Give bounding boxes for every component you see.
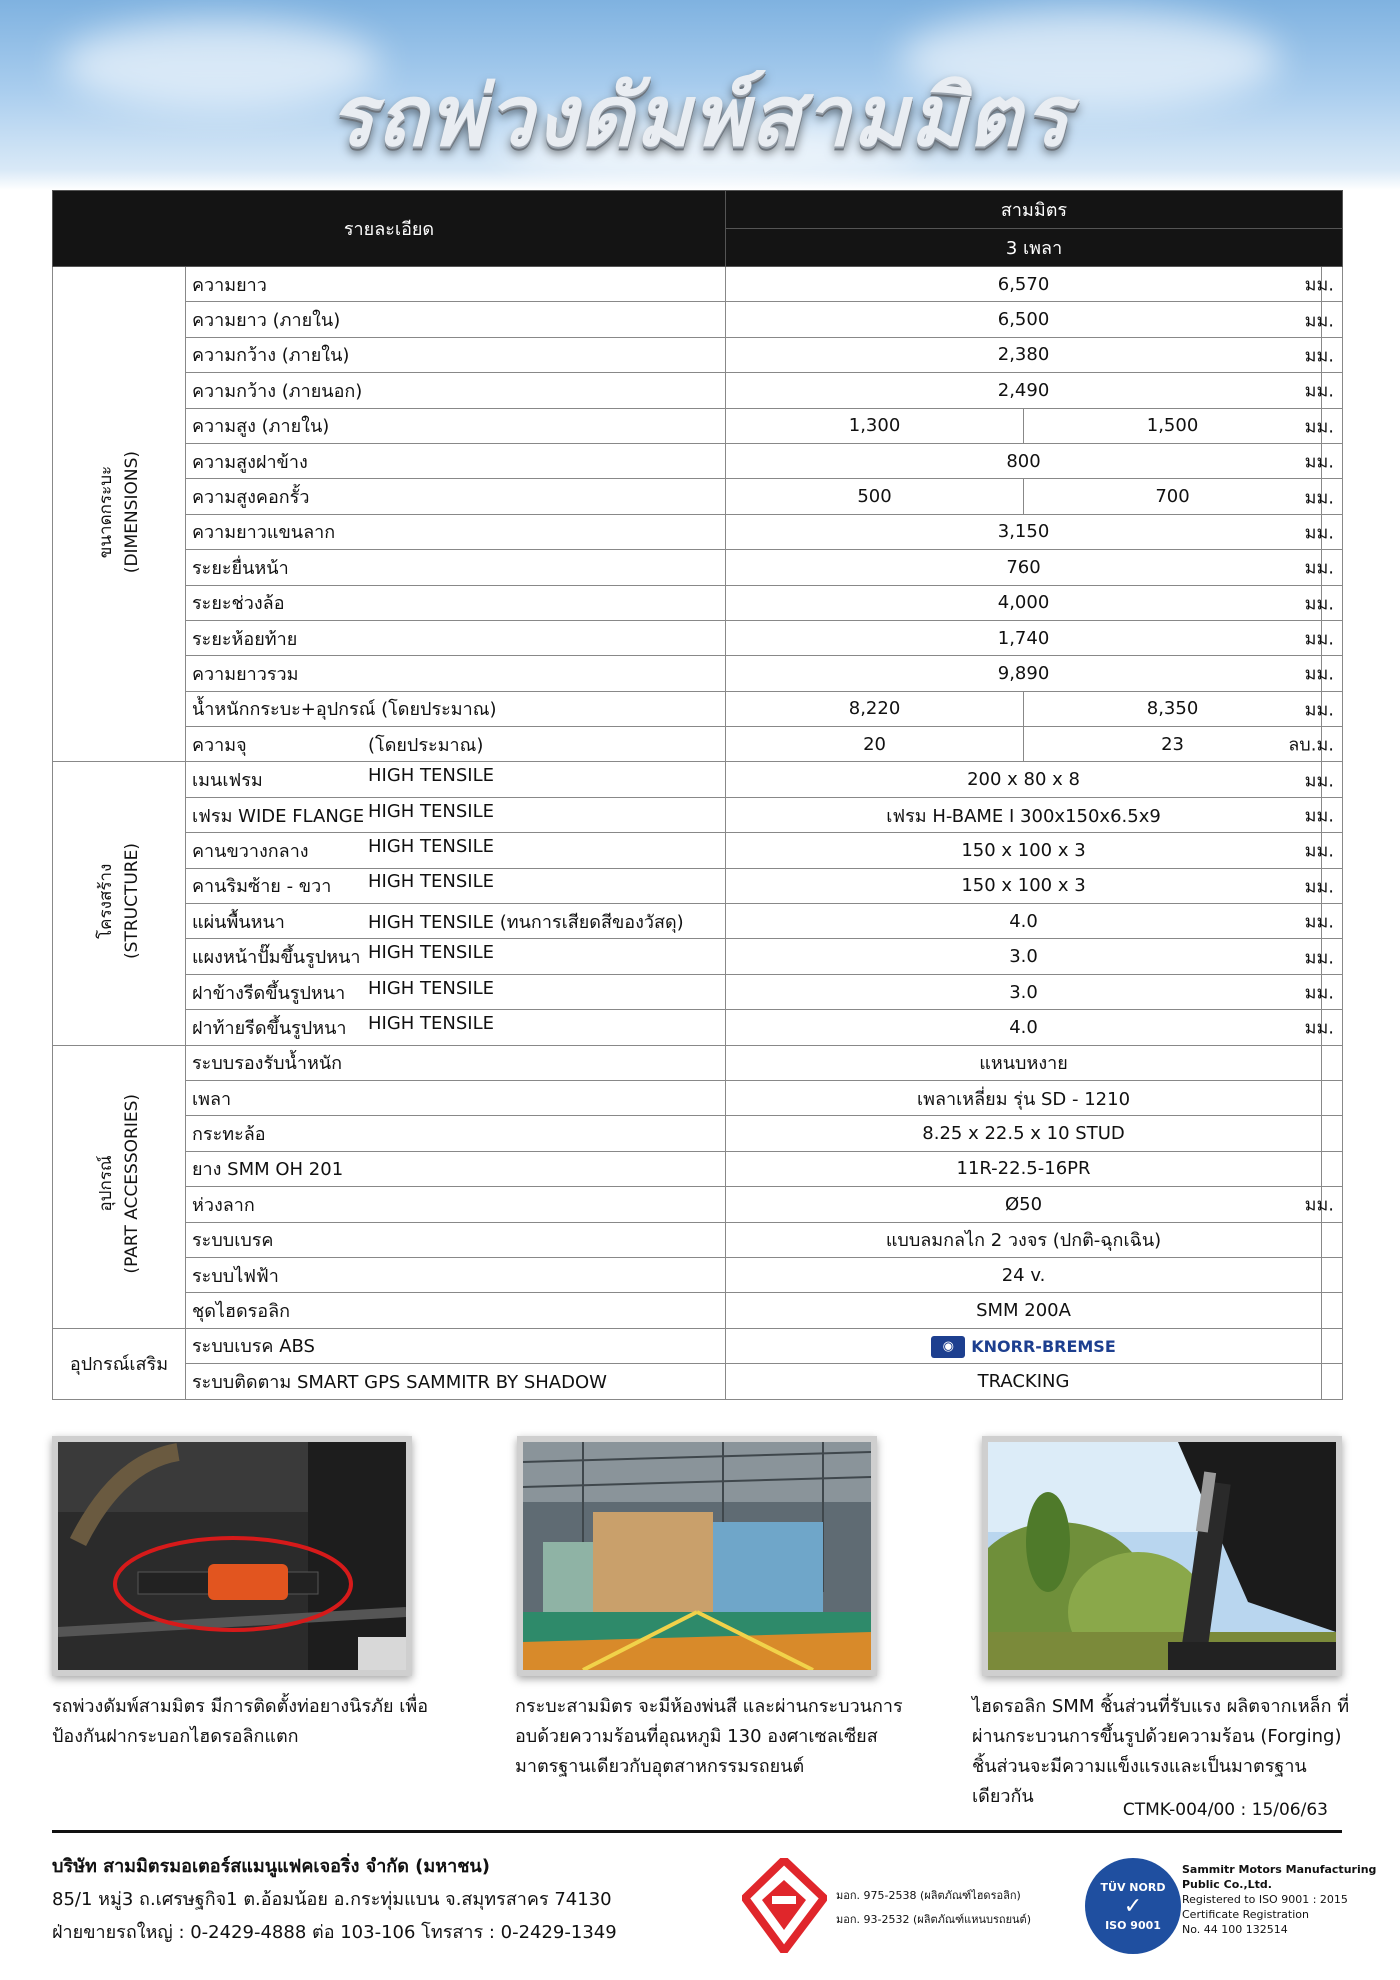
spec-row	[53, 514, 1343, 549]
group-parts-label	[93, 1094, 145, 1274]
group-parts	[53, 1045, 186, 1328]
spec-label-text: แผงหน้าปั๊มขึ้นรูปหนา	[192, 947, 361, 969]
spec-row	[53, 267, 1343, 302]
spec-label	[186, 1364, 726, 1399]
spec-label-text: เฟรม WIDE FLANGE	[192, 805, 365, 827]
spec-value: 9,890	[726, 656, 1322, 691]
spec-unit	[1322, 1293, 1343, 1328]
spec-unit	[1322, 1045, 1343, 1080]
spec-row	[53, 1187, 1343, 1222]
spec-value: 3.0	[726, 939, 1322, 974]
spec-label	[186, 1045, 726, 1080]
spec-label	[186, 1187, 726, 1222]
spec-value: 24 v.	[726, 1257, 1322, 1292]
spec-unit	[1322, 1080, 1343, 1115]
spec-value: เฟรม H-BAME Ⅰ 300x150x6.5x9	[726, 797, 1322, 832]
spec-label	[186, 1151, 726, 1186]
spec-value: 800	[726, 443, 1322, 478]
spec-label	[186, 904, 726, 939]
cert-line-1: Sammitr Motors Manufacturing	[1182, 1863, 1377, 1876]
spec-row	[53, 797, 1343, 832]
tis-line-2: มอก. 93-2532 (ผลิตภัณฑ์แหนบรถยนต์)	[836, 1913, 1031, 1926]
spec-row	[53, 620, 1343, 655]
spec-value-a: 1,300	[726, 408, 1024, 443]
spec-row	[53, 443, 1343, 478]
spec-unit	[1304, 337, 1343, 372]
group-structure	[53, 762, 186, 1045]
spec-label-text: แผ่นพื้นหนา	[192, 911, 285, 933]
spec-row	[53, 337, 1343, 372]
spec-label	[186, 833, 726, 868]
spec-unit-text: มม.	[1304, 947, 1335, 969]
spec-value: 3.0	[726, 974, 1322, 1009]
spec-unit-text: มม.	[1304, 628, 1335, 650]
spec-label	[186, 267, 726, 302]
spec-value-a: 8,220	[726, 691, 1024, 726]
spec-unit-text: มม.	[1304, 522, 1335, 544]
spec-unit	[1304, 833, 1343, 868]
spec-label	[186, 620, 726, 655]
spec-row	[53, 762, 1343, 797]
tis-standard-logo	[742, 1858, 827, 1953]
spec-row	[53, 904, 1343, 939]
spec-unit-text: มม.	[1304, 805, 1335, 827]
spec-unit-text: ลบ.ม.	[1288, 734, 1335, 756]
spec-unit	[1322, 1328, 1343, 1363]
cert-line-4: Certificate Registration	[1182, 1908, 1309, 1921]
spec-label	[186, 443, 726, 478]
document-code: CTMK-004/00 : 15/06/63	[1122, 1800, 1328, 1820]
spec-unit	[1304, 656, 1343, 691]
spec-unit	[1304, 267, 1343, 302]
spec-unit	[1304, 585, 1343, 620]
spec-value: SMM 200A	[726, 1293, 1322, 1328]
spec-value: 6,570	[726, 267, 1322, 302]
spec-unit	[1304, 868, 1343, 903]
spec-unit-text: มม.	[1304, 593, 1335, 615]
tis-line-1: มอก. 975-2538 (ผลิตภัณฑ์ไฮดรอลิก)	[836, 1889, 1021, 1902]
spec-unit-text: มม.	[1304, 380, 1335, 402]
spec-label-text: เพลา	[192, 1088, 232, 1110]
spec-label	[186, 762, 726, 797]
spec-row	[53, 1328, 1343, 1363]
spec-unit	[1304, 408, 1343, 443]
spec-row	[53, 974, 1343, 1009]
spec-label-text: ระยะห้อยท้าย	[192, 628, 298, 650]
hose-photo-image	[58, 1442, 406, 1670]
spec-unit-text: มม.	[1304, 274, 1335, 296]
spec-unit	[1304, 302, 1343, 337]
spec-unit	[1304, 550, 1343, 585]
cert-line-3: Registered to ISO 9001 : 2015	[1182, 1893, 1348, 1906]
spec-material: HIGH TENSILE	[368, 942, 495, 964]
spec-value: 4.0	[726, 904, 1322, 939]
spec-value: แหนบหงาย	[726, 1045, 1322, 1080]
spec-row	[53, 656, 1343, 691]
spec-row	[53, 1293, 1343, 1328]
photo-strip	[52, 1436, 1342, 1676]
spec-value: เพลาเหลี่ยม รุ่น SD - 1210	[726, 1080, 1322, 1115]
spec-label-text: ชุดไฮดรอลิก	[192, 1301, 291, 1323]
caption-hose: รถพ่วงดัมพ์สามมิตร มีการติดตั้งท่อยางนิรภัย เพื่อป้องกันฝากระบอกไฮดรอลิกแตก	[52, 1696, 429, 1747]
spec-unit-text: มม.	[1304, 345, 1335, 367]
spec-row	[53, 1257, 1343, 1292]
header-detail: รายละเอียด	[53, 191, 726, 267]
company-contact: ฝ่ายขายรถใหญ่ : 0-2429-4888 ต่อ 103-106 โทรสาร : 0-2429-1349	[52, 1922, 617, 1943]
spec-value-b: 23	[1024, 727, 1322, 762]
spec-label	[186, 974, 726, 1009]
tuv-badge-bottom: ISO 9001	[1105, 1918, 1161, 1932]
spec-unit-text: มม.	[1304, 1017, 1335, 1039]
spec-unit	[1322, 1364, 1343, 1399]
spec-row	[53, 1010, 1343, 1045]
spec-unit	[1322, 1151, 1343, 1186]
spec-label-text: ความกว้าง (ภายนอก)	[192, 380, 363, 402]
spec-row	[53, 1364, 1343, 1399]
spec-label-text: ความยาวแขนลาก	[192, 522, 336, 544]
hose-photo	[52, 1436, 412, 1676]
header-axle: 3 เพลา	[726, 229, 1343, 267]
paint-room-photo	[517, 1436, 877, 1676]
spec-material: HIGH TENSILE	[368, 800, 495, 822]
spec-value-b: 1,500	[1024, 408, 1322, 443]
spec-label	[186, 727, 726, 762]
spec-value: แบบลมกลไก 2 วงจร (ปกติ-ฉุกเฉิน)	[726, 1222, 1322, 1257]
company-address: 85/1 หมู่3 ถ.เศรษฐกิจ1 ต.อ้อมน้อย อ.กระทุ่มแบน จ.สมุทรสาคร 74130	[52, 1889, 612, 1910]
spec-value: 3,150	[726, 514, 1322, 549]
spec-label	[186, 868, 726, 903]
tuv-badge-top: TÜV NORD	[1100, 1880, 1166, 1894]
spec-value: 2,490	[726, 373, 1322, 408]
spec-label	[186, 479, 726, 514]
knorr-bremse-logo	[931, 1336, 1116, 1358]
spec-unit	[1304, 514, 1343, 549]
spec-label	[186, 408, 726, 443]
spec-table	[52, 190, 1343, 1400]
spec-material: HIGH TENSILE (ทนการเสียดสีของวัสดุ)	[368, 911, 684, 933]
spec-row	[53, 585, 1343, 620]
spec-row	[53, 373, 1343, 408]
footer-divider	[52, 1830, 1342, 1833]
spec-row	[53, 1116, 1343, 1151]
spec-value: 1,740	[726, 620, 1322, 655]
company-info	[52, 1850, 617, 1949]
spec-unit	[1304, 373, 1343, 408]
knorr-icon: ◉	[931, 1336, 965, 1358]
spec-label-text: ความกว้าง (ภายใน)	[192, 345, 350, 367]
spec-label-text: ห่วงลาก	[192, 1194, 255, 1216]
spec-material: HIGH TENSILE	[368, 765, 495, 787]
spec-unit-text: มม.	[1304, 487, 1335, 509]
spec-label-text: ความสูงฝาข้าง	[192, 451, 308, 473]
spec-label	[186, 1222, 726, 1257]
check-icon: ✓	[1123, 1893, 1143, 1919]
spec-row	[53, 1080, 1343, 1115]
group-dimensions-thai: ขนาดกระบะ	[96, 465, 116, 558]
spec-unit	[1304, 479, 1343, 514]
spec-value	[726, 1328, 1322, 1363]
spec-label	[186, 1010, 726, 1045]
spec-label	[186, 656, 726, 691]
spec-unit-text: มม.	[1304, 911, 1335, 933]
spec-value: 11R-22.5-16PR	[726, 1151, 1322, 1186]
spec-value: 150 x 100 x 3	[726, 833, 1322, 868]
company-name: บริษัท สามมิตรมอเตอร์สแมนูแฟคเจอริ่ง จำกัด (มหาชน)	[52, 1856, 490, 1877]
spec-value-a: 20	[726, 727, 1024, 762]
spec-label-text: คานริมซ้าย - ขวา	[192, 876, 332, 898]
spec-label-text: ความสูง (ภายใน)	[192, 416, 330, 438]
spec-label-text: ความยาว	[192, 274, 267, 296]
spec-value: TRACKING	[726, 1364, 1322, 1399]
hydraulic-photo	[982, 1436, 1342, 1676]
spec-value: 4.0	[726, 1010, 1322, 1045]
spec-label-text: เมนเฟรม	[192, 770, 263, 792]
spec-row	[53, 691, 1343, 726]
spec-label	[186, 797, 726, 832]
spec-row	[53, 727, 1343, 762]
spec-value-b: 8,350	[1024, 691, 1322, 726]
spec-label-text: ระบบติดตาม SMART GPS SAMMITR BY SHADOW	[192, 1371, 607, 1393]
spec-value: 200 x 80 x 8	[726, 762, 1322, 797]
spec-unit	[1322, 1257, 1343, 1292]
spec-label-text: กระทะล้อ	[192, 1124, 266, 1146]
spec-label	[186, 550, 726, 585]
group-structure-thai: โครงสร้าง	[96, 863, 116, 939]
spec-label-text: ระยะช่วงล้อ	[192, 593, 285, 615]
cert-line-5: No. 44 100 132514	[1182, 1923, 1288, 1936]
spec-unit-text: มม.	[1304, 310, 1335, 332]
spec-unit	[1304, 762, 1343, 797]
spec-material: HIGH TENSILE	[368, 1012, 495, 1034]
spec-label-text: ระยะยื่นหน้า	[192, 557, 289, 579]
tuv-nord-badge	[1085, 1858, 1181, 1954]
spec-unit	[1304, 620, 1343, 655]
spec-unit	[1304, 1187, 1343, 1222]
spec-label	[186, 585, 726, 620]
spec-unit	[1304, 797, 1343, 832]
group-dimensions-english: (DIMENSIONS)	[122, 450, 142, 573]
spec-unit-text: มม.	[1304, 1194, 1335, 1216]
spec-unit-text: มม.	[1304, 557, 1335, 579]
page-title: รถพ่วงดัมพ์สามมิตร	[329, 67, 1071, 165]
spec-label	[186, 1080, 726, 1115]
spec-row	[53, 868, 1343, 903]
spec-label-text: คานขวางกลาง	[192, 840, 309, 862]
spec-label-text: ระบบไฟฟ้า	[192, 1265, 279, 1287]
spec-value: 2,380	[726, 337, 1322, 372]
spec-unit-text: มม.	[1304, 876, 1335, 898]
spec-label	[186, 691, 726, 726]
paint-room-photo-image	[523, 1442, 871, 1670]
spec-label-text: ความสูงคอกรั้ว	[192, 487, 310, 509]
group-parts-english: (PART ACCESSORIES)	[122, 1094, 142, 1274]
spec-unit-text: มม.	[1304, 451, 1335, 473]
spec-unit	[1304, 443, 1343, 478]
spec-unit	[1322, 1222, 1343, 1257]
spec-row	[53, 1151, 1343, 1186]
spec-row	[53, 833, 1343, 868]
spec-label-text: ความจุ	[192, 734, 247, 756]
spec-label	[186, 1116, 726, 1151]
spec-value-b: 700	[1024, 479, 1322, 514]
spec-label-text: ความยาว (ภายใน)	[192, 310, 341, 332]
spec-label	[186, 337, 726, 372]
spec-label-text: ความยาวรวม	[192, 663, 299, 685]
spec-unit-text: มม.	[1304, 770, 1335, 792]
caption-hydraulic: ไฮดรอลิก SMM ชิ้นส่วนที่รับแรง ผลิตจากเหล็ก ที่ผ่านกระบวนการขึ้นรูปด้วยความร้อน (Forging) ชิ้นส่วนจะมีความแข็งแรงและเป็นมาตรฐานเดียวกัน	[972, 1696, 1350, 1807]
spec-row	[53, 1045, 1343, 1080]
spec-value: Ø50	[726, 1187, 1322, 1222]
spec-row	[53, 408, 1343, 443]
spec-unit-text: มม.	[1304, 840, 1335, 862]
spec-material: HIGH TENSILE	[368, 835, 495, 857]
spec-body	[53, 267, 1343, 1400]
spec-value: 4,000	[726, 585, 1322, 620]
spec-row	[53, 550, 1343, 585]
certification-text	[1182, 1862, 1376, 1937]
spec-value-a: 500	[726, 479, 1024, 514]
group-parts-thai: อุปกรณ์	[96, 1156, 116, 1213]
cert-line-2: Public Co.,Ltd.	[1182, 1878, 1272, 1891]
hydraulic-photo-image	[988, 1442, 1336, 1670]
spec-material: HIGH TENSILE	[368, 871, 495, 893]
spec-note: (โดยประมาณ)	[368, 734, 484, 756]
group-dimensions	[53, 267, 186, 762]
spec-unit	[1304, 1010, 1343, 1045]
spec-unit-text: มม.	[1304, 982, 1335, 1004]
spec-label-text: ระบบเบรค	[192, 1230, 274, 1252]
caption-paint-room: กระบะสามมิตร จะมีห้องพ่นสี และผ่านกระบวนการ อบด้วยความร้อนที่อุณหภูมิ 130 องศาเซลเซียส มาตรฐานเดียวกับอุตสาหกรรมรถยนต์	[515, 1696, 903, 1777]
spec-unit-text: มม.	[1304, 699, 1335, 721]
spec-label-text: ฝาท้ายรีดขึ้นรูปหนา	[192, 1017, 347, 1039]
spec-value: 760	[726, 550, 1322, 585]
spec-label	[186, 1257, 726, 1292]
spec-label	[186, 1328, 726, 1363]
spec-row	[53, 939, 1343, 974]
group-dimensions-label	[93, 451, 145, 573]
spec-unit	[1304, 691, 1343, 726]
spec-label	[186, 514, 726, 549]
spec-label-text: ยาง SMM OH 201	[192, 1159, 344, 1181]
spec-unit-text: มม.	[1304, 416, 1335, 438]
spec-label	[186, 302, 726, 337]
spec-row	[53, 302, 1343, 337]
spec-unit	[1304, 974, 1343, 1009]
header-brand: สามมิตร	[726, 191, 1343, 229]
spec-value: 150 x 100 x 3	[726, 868, 1322, 903]
tis-text	[836, 1884, 1031, 1932]
spec-material: HIGH TENSILE	[368, 977, 495, 999]
spec-unit	[1304, 904, 1343, 939]
spec-row	[53, 1222, 1343, 1257]
spec-label-text: น้ำหนักกระบะ+อุปกรณ์ (โดยประมาณ)	[192, 699, 497, 721]
group-optional: อุปกรณ์เสริม	[53, 1328, 186, 1399]
spec-unit	[1322, 1116, 1343, 1151]
spec-value: 8.25 x 22.5 x 10 STUD	[726, 1116, 1322, 1151]
knorr-text: KNORR-BREMSE	[971, 1337, 1116, 1357]
spec-label-text: ระบบเบรค ABS	[192, 1336, 315, 1358]
group-structure-label	[93, 843, 145, 959]
spec-label-text: ฝาข้างรีดขึ้นรูปหนา	[192, 982, 346, 1004]
spec-value: 6,500	[726, 302, 1322, 337]
spec-label	[186, 373, 726, 408]
spec-unit-text: มม.	[1304, 663, 1335, 685]
spec-label	[186, 939, 726, 974]
spec-unit	[1288, 727, 1343, 762]
spec-label	[186, 1293, 726, 1328]
spec-row	[53, 479, 1343, 514]
spec-table-wrapper	[52, 190, 1342, 1400]
spec-label-text: ระบบรองรับน้ำหนัก	[192, 1053, 343, 1075]
spec-unit	[1304, 939, 1343, 974]
group-structure-english: (STRUCTURE)	[122, 843, 142, 959]
